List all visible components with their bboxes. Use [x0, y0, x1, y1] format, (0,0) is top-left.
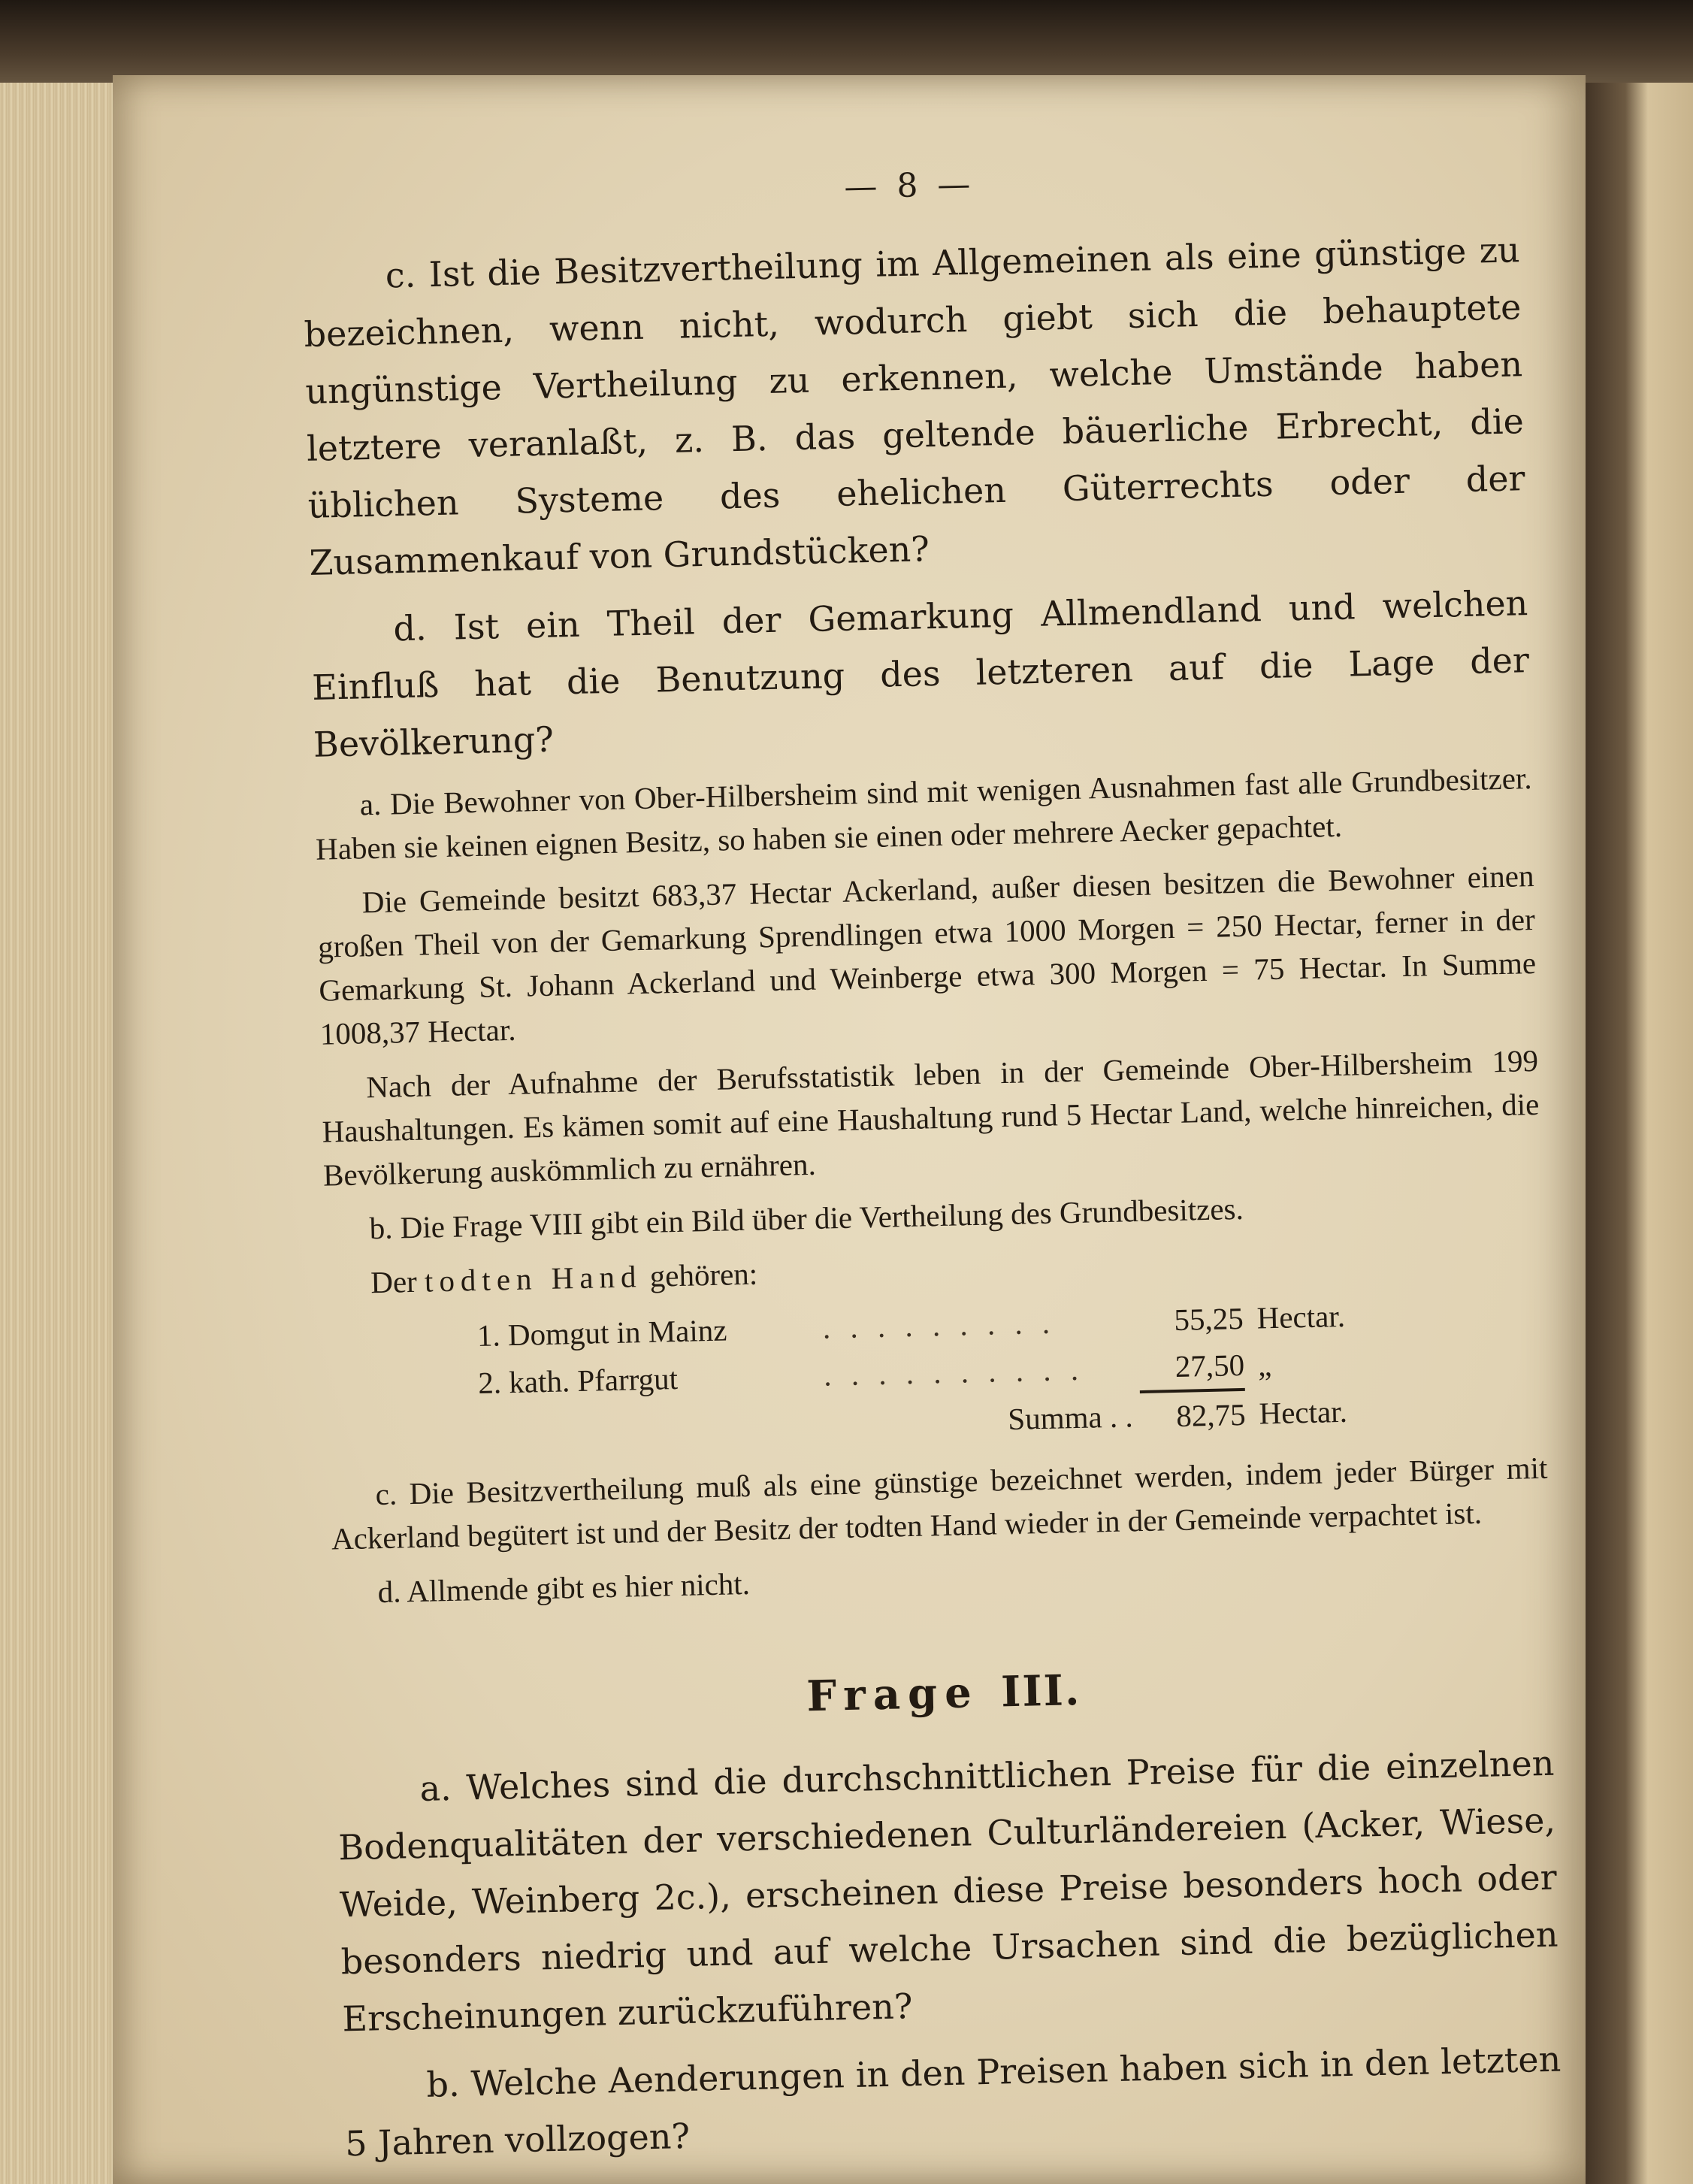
answer-a-paragraph-2: Die Gemeinde besitzt 683,37 Hectar Ackerland, außer diesen besitzen die Bewohner einen großen Theil von der Gemarkung Sprendlingen etwa 1000 Morgen = 250 Hectar, ferner in der Gemarkung St. Johann Ackerland und Weinberge etwa 300 Morgen = 75 Hectar. In Summe 1008,37 Hectar. — [317, 858, 1537, 1051]
answer-d-paragraph: d. Allmende gibt es hier nicht. — [377, 1565, 751, 1610]
page-number: — 8 — — [843, 165, 975, 207]
page-content — [301, 153, 1563, 2182]
question-3b: b. Welche Aenderungen in den Preisen haben sich in den letzten 5 Jahren vollzogen? — [344, 2038, 1561, 2164]
question-d: d. Ist ein Theil der Gemarkung Allmendland und welchen Einfluß hat die Benutzung des letzteren auf die Lage der Bevölkerung? — [311, 582, 1530, 765]
sum-unit: Hectar. — [1259, 1393, 1348, 1431]
question-3a: a. Welches sind die durchschnittlichen Preise für die einzelnen Bodenqualitäten der verschiedenen Culturländereien (Acker, Wiese, Weide, Weinberg 2c.), erscheinen diese Preise besonders hoch oder besonders niedrig und auf welche Ursachen sind die bezüglichen Erscheinungen zurückzuführen? — [337, 1742, 1558, 2040]
section-heading-frage-3 — [334, 1655, 1552, 1732]
heading-roman-numeral: III. — [1000, 1665, 1082, 1717]
question-block-1 — [302, 221, 1531, 773]
dead-hand-spaced: todten Hand — [424, 1259, 642, 1299]
answer-a-paragraph-3: Nach der Aufnahme der Berufsstatistik leben in der Gemeinde Ober-Hilbersheim 199 Haushaltungen. Es kämen somit auf eine Haushaltung rund 5 Hectar Land, welche hinreichen, die Bevölkerung auskömmlich zu ernähren. — [322, 1042, 1540, 1193]
question-block-3 — [337, 1735, 1563, 2173]
dead-hand-suffix: gehören: — [649, 1256, 758, 1293]
sum-value: 82,75 — [1140, 1390, 1246, 1440]
facing-page-edge — [1580, 83, 1693, 2184]
holding-unit: Hectar. — [1256, 1298, 1346, 1336]
holdings-table — [476, 1291, 1410, 1455]
answer-b-paragraph: b. Die Frage VIII gibt ein Bild über die Vertheilung des Grundbesitzes. — [369, 1190, 1244, 1246]
leader-dots: . . . . . . . . . — [822, 1305, 1057, 1345]
question-c: c. Ist die Besitzvertheilung im Allgemeinen als eine günstige zu bezeichnen, wenn nicht, wodurch giebt sich die behauptete ungünstige Vertheilung zu erkennen, welche Umstände haben letztere veranlaßt, z. B. das geltende bäuerliche Erbrecht, die üblichen Systeme des ehelichen Güterrechts oder der Zusammenkauf von Grundstücken? — [304, 229, 1526, 583]
sum-label: Summa . . — [1007, 1399, 1134, 1437]
holding-value: 27,50 — [1175, 1347, 1245, 1384]
answer-a-paragraph-1: a. Die Bewohner von Ober-Hilbersheim sind mit wenigen Ausnahmen fast alle Grundbesitzer. Haben sie keinen eignen Besitz, so haben sie einen oder mehrere Aecker gepachtet. — [315, 761, 1532, 867]
holding-unit: „ — [1257, 1348, 1272, 1383]
holding-value: 55,25 — [1173, 1300, 1244, 1338]
holding-name: 2. kath. Pfarrgut — [477, 1361, 679, 1401]
holding-name: 1. Domgut in Mainz — [476, 1312, 727, 1354]
answer-c-paragraph: c. Die Besitzvertheilung muß als eine günstige bezeichnet werden, indem jeder Bürger mit Ackerland begütert ist und der Besitz der todten Hand wieder in der Gemeinde verpachtet ist. — [331, 1450, 1548, 1556]
heading-word: Frage — [806, 1668, 980, 1722]
answer-block — [314, 756, 1550, 1614]
dead-hand-prefix: Der — [370, 1263, 418, 1300]
leader-dots: . . . . . . . . . . — [823, 1351, 1085, 1393]
